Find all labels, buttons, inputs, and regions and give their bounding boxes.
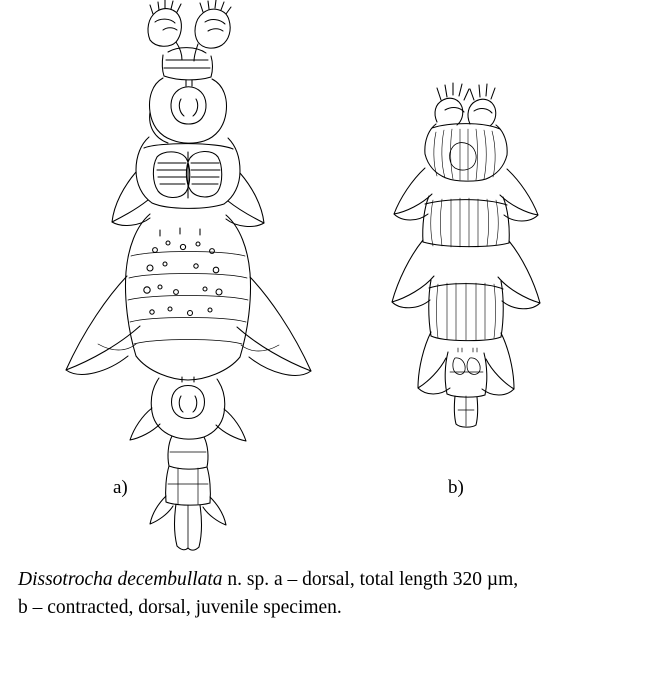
figure-caption xyxy=(18,566,643,621)
specimen-b-drawing xyxy=(392,83,540,427)
caption-line-1-rest: n. sp. a – dorsal, total length 320 µm, xyxy=(222,569,519,590)
panel-label-a: a) xyxy=(113,477,128,498)
caption-line-1 xyxy=(18,566,643,594)
caption-line-2: b – contracted, dorsal, juvenile specimen. xyxy=(18,596,342,618)
specimen-a-drawing xyxy=(66,0,311,550)
panel-label-b: b) xyxy=(448,477,464,498)
species-name: Dissotrocha decembullata xyxy=(18,569,223,590)
